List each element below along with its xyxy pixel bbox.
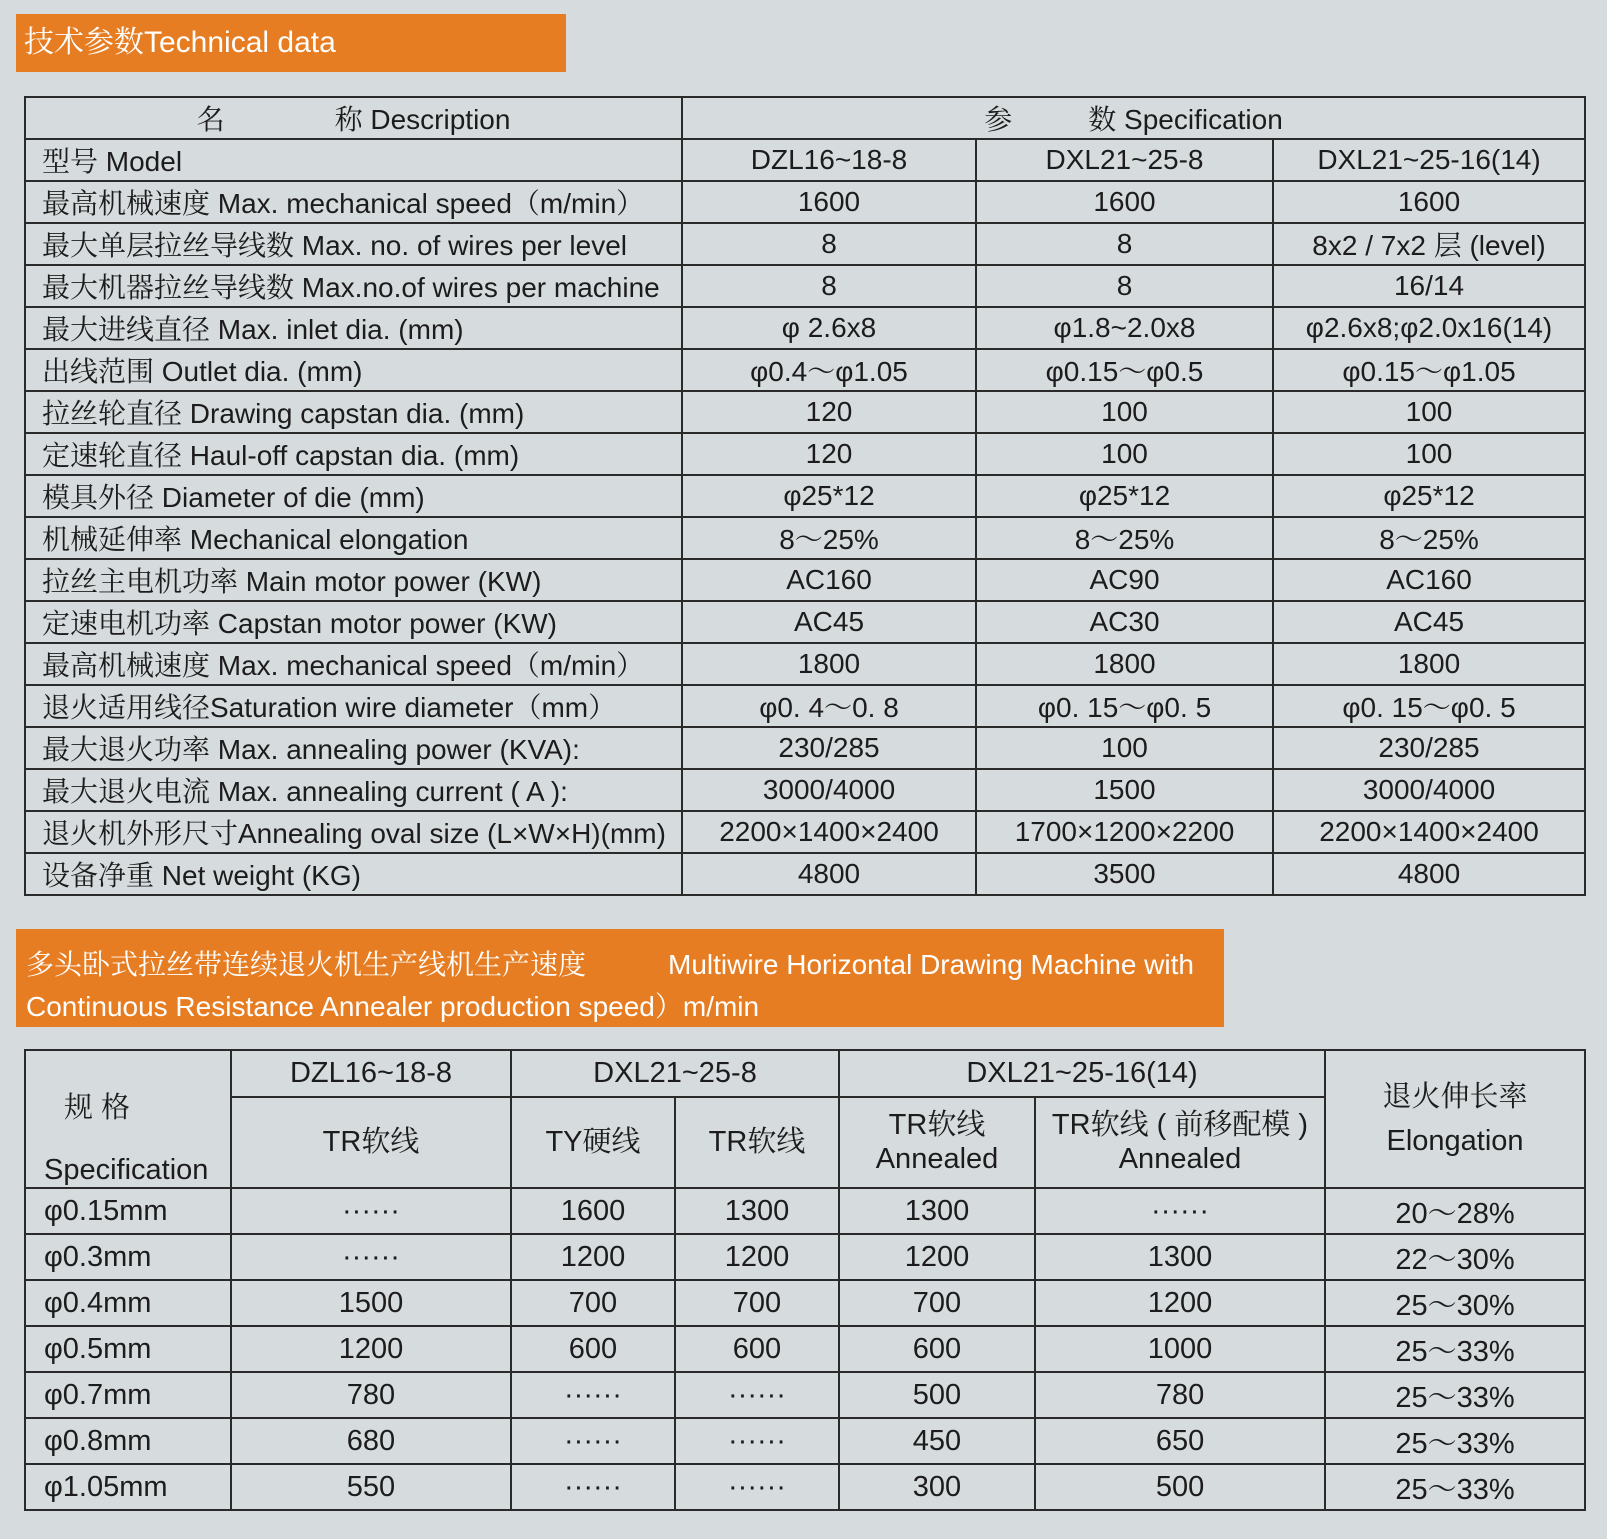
table-cell: 1600 bbox=[511, 1188, 675, 1234]
table-cell: 1300 bbox=[1035, 1234, 1325, 1280]
table-cell: φ25*12 bbox=[1273, 475, 1585, 517]
table-cell: 1200 bbox=[839, 1234, 1035, 1280]
table-cell: ······ bbox=[675, 1418, 839, 1464]
table-cell: AC45 bbox=[682, 601, 976, 643]
table-cell: 2200×1400×2400 bbox=[682, 811, 976, 853]
table-cell: 1200 bbox=[511, 1234, 675, 1280]
table-cell: ······ bbox=[231, 1188, 511, 1234]
table-row bbox=[25, 1280, 1585, 1326]
row-label: 最大机器拉丝导线数 Max.no.of wires per machine bbox=[25, 265, 682, 307]
row-label: φ0.8mm bbox=[25, 1418, 231, 1464]
table-cell: φ0. 15～φ0. 5 bbox=[976, 685, 1273, 727]
table-row bbox=[25, 1234, 1585, 1280]
table-row bbox=[25, 811, 1585, 853]
table-cell: 3000/4000 bbox=[1273, 769, 1585, 811]
table-cell: 1600 bbox=[682, 181, 976, 223]
table-row bbox=[25, 1464, 1585, 1510]
row-label: φ1.05mm bbox=[25, 1464, 231, 1510]
row-label: 最大退火电流 Max. annealing current ( A ): bbox=[25, 769, 682, 811]
production-speed-banner bbox=[16, 929, 1224, 1027]
table-cell: 25～30% bbox=[1325, 1280, 1585, 1326]
row-label: 最大退火功率 Max. annealing power (KVA): bbox=[25, 727, 682, 769]
banner-title-line2: Continuous Resistance Annealer production speed）m/min bbox=[26, 991, 760, 1022]
table-cell: 3000/4000 bbox=[682, 769, 976, 811]
table-cell: ······ bbox=[511, 1464, 675, 1510]
table-row bbox=[25, 223, 1585, 265]
table-cell: 1300 bbox=[839, 1188, 1035, 1234]
table-cell: 4800 bbox=[1273, 853, 1585, 895]
table-cell: 8～25% bbox=[1273, 517, 1585, 559]
table-cell: 1800 bbox=[682, 643, 976, 685]
table-cell: 600 bbox=[511, 1326, 675, 1372]
table-cell: 500 bbox=[839, 1372, 1035, 1418]
table-cell: 1200 bbox=[231, 1326, 511, 1372]
table-cell: 25～33% bbox=[1325, 1418, 1585, 1464]
table-cell: 1800 bbox=[1273, 643, 1585, 685]
table-row bbox=[25, 769, 1585, 811]
table-row bbox=[25, 685, 1585, 727]
table-row bbox=[25, 601, 1585, 643]
table-row bbox=[25, 307, 1585, 349]
model-header-dxl21-16: DXL21~25-16(14) bbox=[839, 1050, 1325, 1097]
table-cell: 100 bbox=[976, 433, 1273, 475]
table-cell: 600 bbox=[839, 1326, 1035, 1372]
table-cell: φ 2.6x8 bbox=[682, 307, 976, 349]
table-cell: DXL21~25-16(14) bbox=[1273, 139, 1585, 181]
row-label: 机械延伸率 Mechanical elongation bbox=[25, 517, 682, 559]
row-label: 最高机械速度 Max. mechanical speed（m/min） bbox=[25, 181, 682, 223]
table-row bbox=[25, 139, 1585, 181]
table-cell: 25～33% bbox=[1325, 1372, 1585, 1418]
model-header-row bbox=[25, 1050, 1585, 1097]
table-cell: 1200 bbox=[1035, 1280, 1325, 1326]
table-cell: 600 bbox=[675, 1326, 839, 1372]
technical-data-banner: 技术参数Technical data bbox=[16, 14, 566, 72]
table-cell: 650 bbox=[1035, 1418, 1325, 1464]
table-cell: 120 bbox=[682, 433, 976, 475]
table-cell: 1700×1200×2200 bbox=[976, 811, 1273, 853]
table-cell: 680 bbox=[231, 1418, 511, 1464]
table-cell: 3500 bbox=[976, 853, 1273, 895]
table-cell: ······ bbox=[1035, 1188, 1325, 1234]
table-cell: 1200 bbox=[675, 1234, 839, 1280]
table-cell: ······ bbox=[675, 1464, 839, 1510]
row-label: φ0.4mm bbox=[25, 1280, 231, 1326]
table-cell: 700 bbox=[675, 1280, 839, 1326]
row-label: 模具外径 Diameter of die (mm) bbox=[25, 475, 682, 517]
table-row bbox=[25, 475, 1585, 517]
wire-type-tr-soft-2: TR软线 bbox=[675, 1097, 839, 1188]
table-cell: 550 bbox=[231, 1464, 511, 1510]
row-label: 型号 Model bbox=[25, 139, 682, 181]
table-cell: 25～33% bbox=[1325, 1326, 1585, 1372]
table-row bbox=[25, 727, 1585, 769]
specification-header: 参 数 Specification bbox=[682, 97, 1585, 139]
table-row bbox=[25, 1326, 1585, 1372]
row-label: φ0.5mm bbox=[25, 1326, 231, 1372]
table-cell: AC30 bbox=[976, 601, 1273, 643]
table-cell: 1600 bbox=[976, 181, 1273, 223]
table-cell: DXL21~25-8 bbox=[976, 139, 1273, 181]
row-label: φ0.7mm bbox=[25, 1372, 231, 1418]
table-cell: φ0.15～φ0.5 bbox=[976, 349, 1273, 391]
table-cell: 450 bbox=[839, 1418, 1035, 1464]
table-cell: 8 bbox=[976, 265, 1273, 307]
table-cell: 100 bbox=[1273, 433, 1585, 475]
table-cell: 22～30% bbox=[1325, 1234, 1585, 1280]
table-cell: 230/285 bbox=[682, 727, 976, 769]
table-cell: 230/285 bbox=[1273, 727, 1585, 769]
table-row bbox=[25, 1372, 1585, 1418]
row-label: 最高机械速度 Max. mechanical speed（m/min） bbox=[25, 643, 682, 685]
table-cell: AC45 bbox=[1273, 601, 1585, 643]
table-cell: 1800 bbox=[976, 643, 1273, 685]
table-cell: φ25*12 bbox=[976, 475, 1273, 517]
banner-title-cn: 多头卧式拉丝带连续退火机生产线机生产速度 bbox=[26, 949, 587, 980]
technical-data-table bbox=[24, 96, 1586, 896]
description-header: 名 称 Description bbox=[25, 97, 682, 139]
table-cell: 20～28% bbox=[1325, 1188, 1585, 1234]
table-cell: 500 bbox=[1035, 1464, 1325, 1510]
specification-header: 规 格 Specification bbox=[25, 1050, 231, 1188]
table-cell: 16/14 bbox=[1273, 265, 1585, 307]
row-label: 定速电机功率 Capstan motor power (KW) bbox=[25, 601, 682, 643]
table-row bbox=[25, 433, 1585, 475]
table-cell: DZL16~18-8 bbox=[682, 139, 976, 181]
table-cell: φ0. 15～φ0. 5 bbox=[1273, 685, 1585, 727]
elongation-header: 退火伸长率 Elongation bbox=[1325, 1050, 1585, 1188]
table-cell: ······ bbox=[511, 1372, 675, 1418]
banner-title-en: Multiwire Horizontal Drawing Machine with bbox=[668, 949, 1194, 980]
table-cell: 300 bbox=[839, 1464, 1035, 1510]
table-cell: φ2.6x8;φ2.0x16(14) bbox=[1273, 307, 1585, 349]
row-label: 退火机外形尺寸Annealing oval size (L×W×H)(mm) bbox=[25, 811, 682, 853]
row-label: φ0.15mm bbox=[25, 1188, 231, 1234]
row-label: 最大进线直径 Max. inlet dia. (mm) bbox=[25, 307, 682, 349]
table-cell: 8 bbox=[682, 265, 976, 307]
table-row bbox=[25, 181, 1585, 223]
table-row bbox=[25, 559, 1585, 601]
table-cell: AC90 bbox=[976, 559, 1273, 601]
table-cell: 100 bbox=[976, 727, 1273, 769]
table-cell: ······ bbox=[231, 1234, 511, 1280]
table-cell: 8 bbox=[682, 223, 976, 265]
table-cell: 780 bbox=[231, 1372, 511, 1418]
table-row bbox=[25, 1188, 1585, 1234]
table-cell: 100 bbox=[976, 391, 1273, 433]
table-cell: 1500 bbox=[231, 1280, 511, 1326]
row-label: 拉丝主电机功率 Main motor power (KW) bbox=[25, 559, 682, 601]
table-row bbox=[25, 643, 1585, 685]
table-cell: 100 bbox=[1273, 391, 1585, 433]
table-cell: φ0.4～φ1.05 bbox=[682, 349, 976, 391]
table-cell: 1600 bbox=[1273, 181, 1585, 223]
table-cell: φ0. 4～0. 8 bbox=[682, 685, 976, 727]
table-cell: 700 bbox=[839, 1280, 1035, 1326]
row-label: 定速轮直径 Haul-off capstan dia. (mm) bbox=[25, 433, 682, 475]
table-header-row bbox=[25, 97, 1585, 139]
table-cell: 25～33% bbox=[1325, 1464, 1585, 1510]
table-cell: 4800 bbox=[682, 853, 976, 895]
table-cell: 8x2 / 7x2 层 (level) bbox=[1273, 223, 1585, 265]
table-cell: AC160 bbox=[1273, 559, 1585, 601]
table-cell: ······ bbox=[511, 1418, 675, 1464]
wire-type-tr-soft: TR软线 bbox=[231, 1097, 511, 1188]
table-cell: 780 bbox=[1035, 1372, 1325, 1418]
table-row bbox=[25, 391, 1585, 433]
model-header-dxl21-8: DXL21~25-8 bbox=[511, 1050, 839, 1097]
table-cell: φ1.8~2.0x8 bbox=[976, 307, 1273, 349]
table-cell: AC160 bbox=[682, 559, 976, 601]
table-cell: 700 bbox=[511, 1280, 675, 1326]
table-cell: φ25*12 bbox=[682, 475, 976, 517]
row-label: 最大单层拉丝导线数 Max. no. of wires per level bbox=[25, 223, 682, 265]
table-cell: 1300 bbox=[675, 1188, 839, 1234]
table-cell: 8～25% bbox=[682, 517, 976, 559]
table-cell: 120 bbox=[682, 391, 976, 433]
table-row bbox=[25, 1418, 1585, 1464]
row-label: 退火适用线径Saturation wire diameter（mm） bbox=[25, 685, 682, 727]
table-row bbox=[25, 349, 1585, 391]
table-cell: φ0.15～φ1.05 bbox=[1273, 349, 1585, 391]
table-cell: 2200×1400×2400 bbox=[1273, 811, 1585, 853]
row-label: 拉丝轮直径 Drawing capstan dia. (mm) bbox=[25, 391, 682, 433]
production-speed-table bbox=[24, 1049, 1586, 1511]
row-label: 设备净重 Net weight (KG) bbox=[25, 853, 682, 895]
row-label: φ0.3mm bbox=[25, 1234, 231, 1280]
table-cell: ······ bbox=[675, 1372, 839, 1418]
table-row bbox=[25, 265, 1585, 307]
table-row bbox=[25, 853, 1585, 895]
table-cell: 1500 bbox=[976, 769, 1273, 811]
wire-type-tr-annealed-forward: TR软线 ( 前移配模 ) Annealed bbox=[1035, 1097, 1325, 1188]
wire-type-tr-annealed: TR软线 Annealed bbox=[839, 1097, 1035, 1188]
table-row bbox=[25, 517, 1585, 559]
model-header-dzl16: DZL16~18-8 bbox=[231, 1050, 511, 1097]
wire-type-ty-hard: TY硬线 bbox=[511, 1097, 675, 1188]
table-cell: 8～25% bbox=[976, 517, 1273, 559]
row-label: 出线范围 Outlet dia. (mm) bbox=[25, 349, 682, 391]
table-cell: 1000 bbox=[1035, 1326, 1325, 1372]
table-cell: 8 bbox=[976, 223, 1273, 265]
